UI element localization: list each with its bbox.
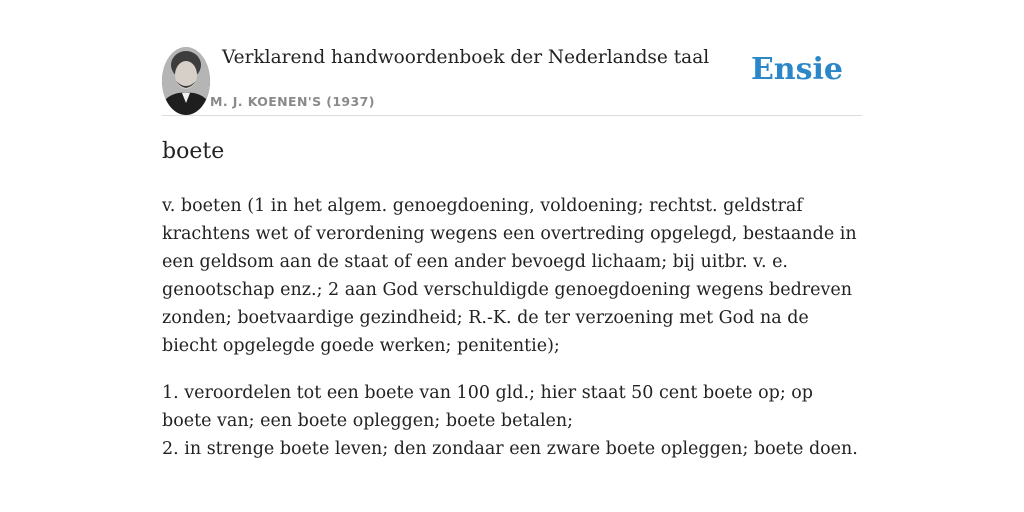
examples-list (162, 379, 868, 463)
example-item: 2. in strenge boete leven; den zondaar een zware boete opleggen; boete doen. (162, 439, 858, 459)
definition-text: v. boeten (1 in het algem. genoegdoening, voldoening; rechtst. geldstraf krachtens wet of verordening wegens een overtreding opgelegd, bestaande in een geldsom aan de staat of een ander bevoegd lichaam; bij uitbr. v. e. genootschap enz.; 2 aan God verschuldigde genoegdoening wegens bedreven zonden; boetvaardige gezindheid; R.-K. de ter verzoening met God na de biecht opgelegde goede werken; penitentie); (162, 196, 857, 356)
portrait-photo-icon (162, 47, 210, 115)
entry-content (162, 192, 868, 463)
dictionary-header (162, 44, 862, 116)
example-item: 1. veroordelen tot een boete van 100 gld.; hier staat 50 cent boete op; op boete van; een boete opleggen; boete betalen; (162, 383, 814, 431)
ensie-logo-link[interactable]: Ensie (750, 52, 843, 87)
headword: boete (162, 139, 225, 164)
book-source: M. J. KOENEN'S (1937) (210, 94, 375, 109)
book-title: Verklarend handwoordenboek der Nederlandse taal (222, 47, 710, 68)
